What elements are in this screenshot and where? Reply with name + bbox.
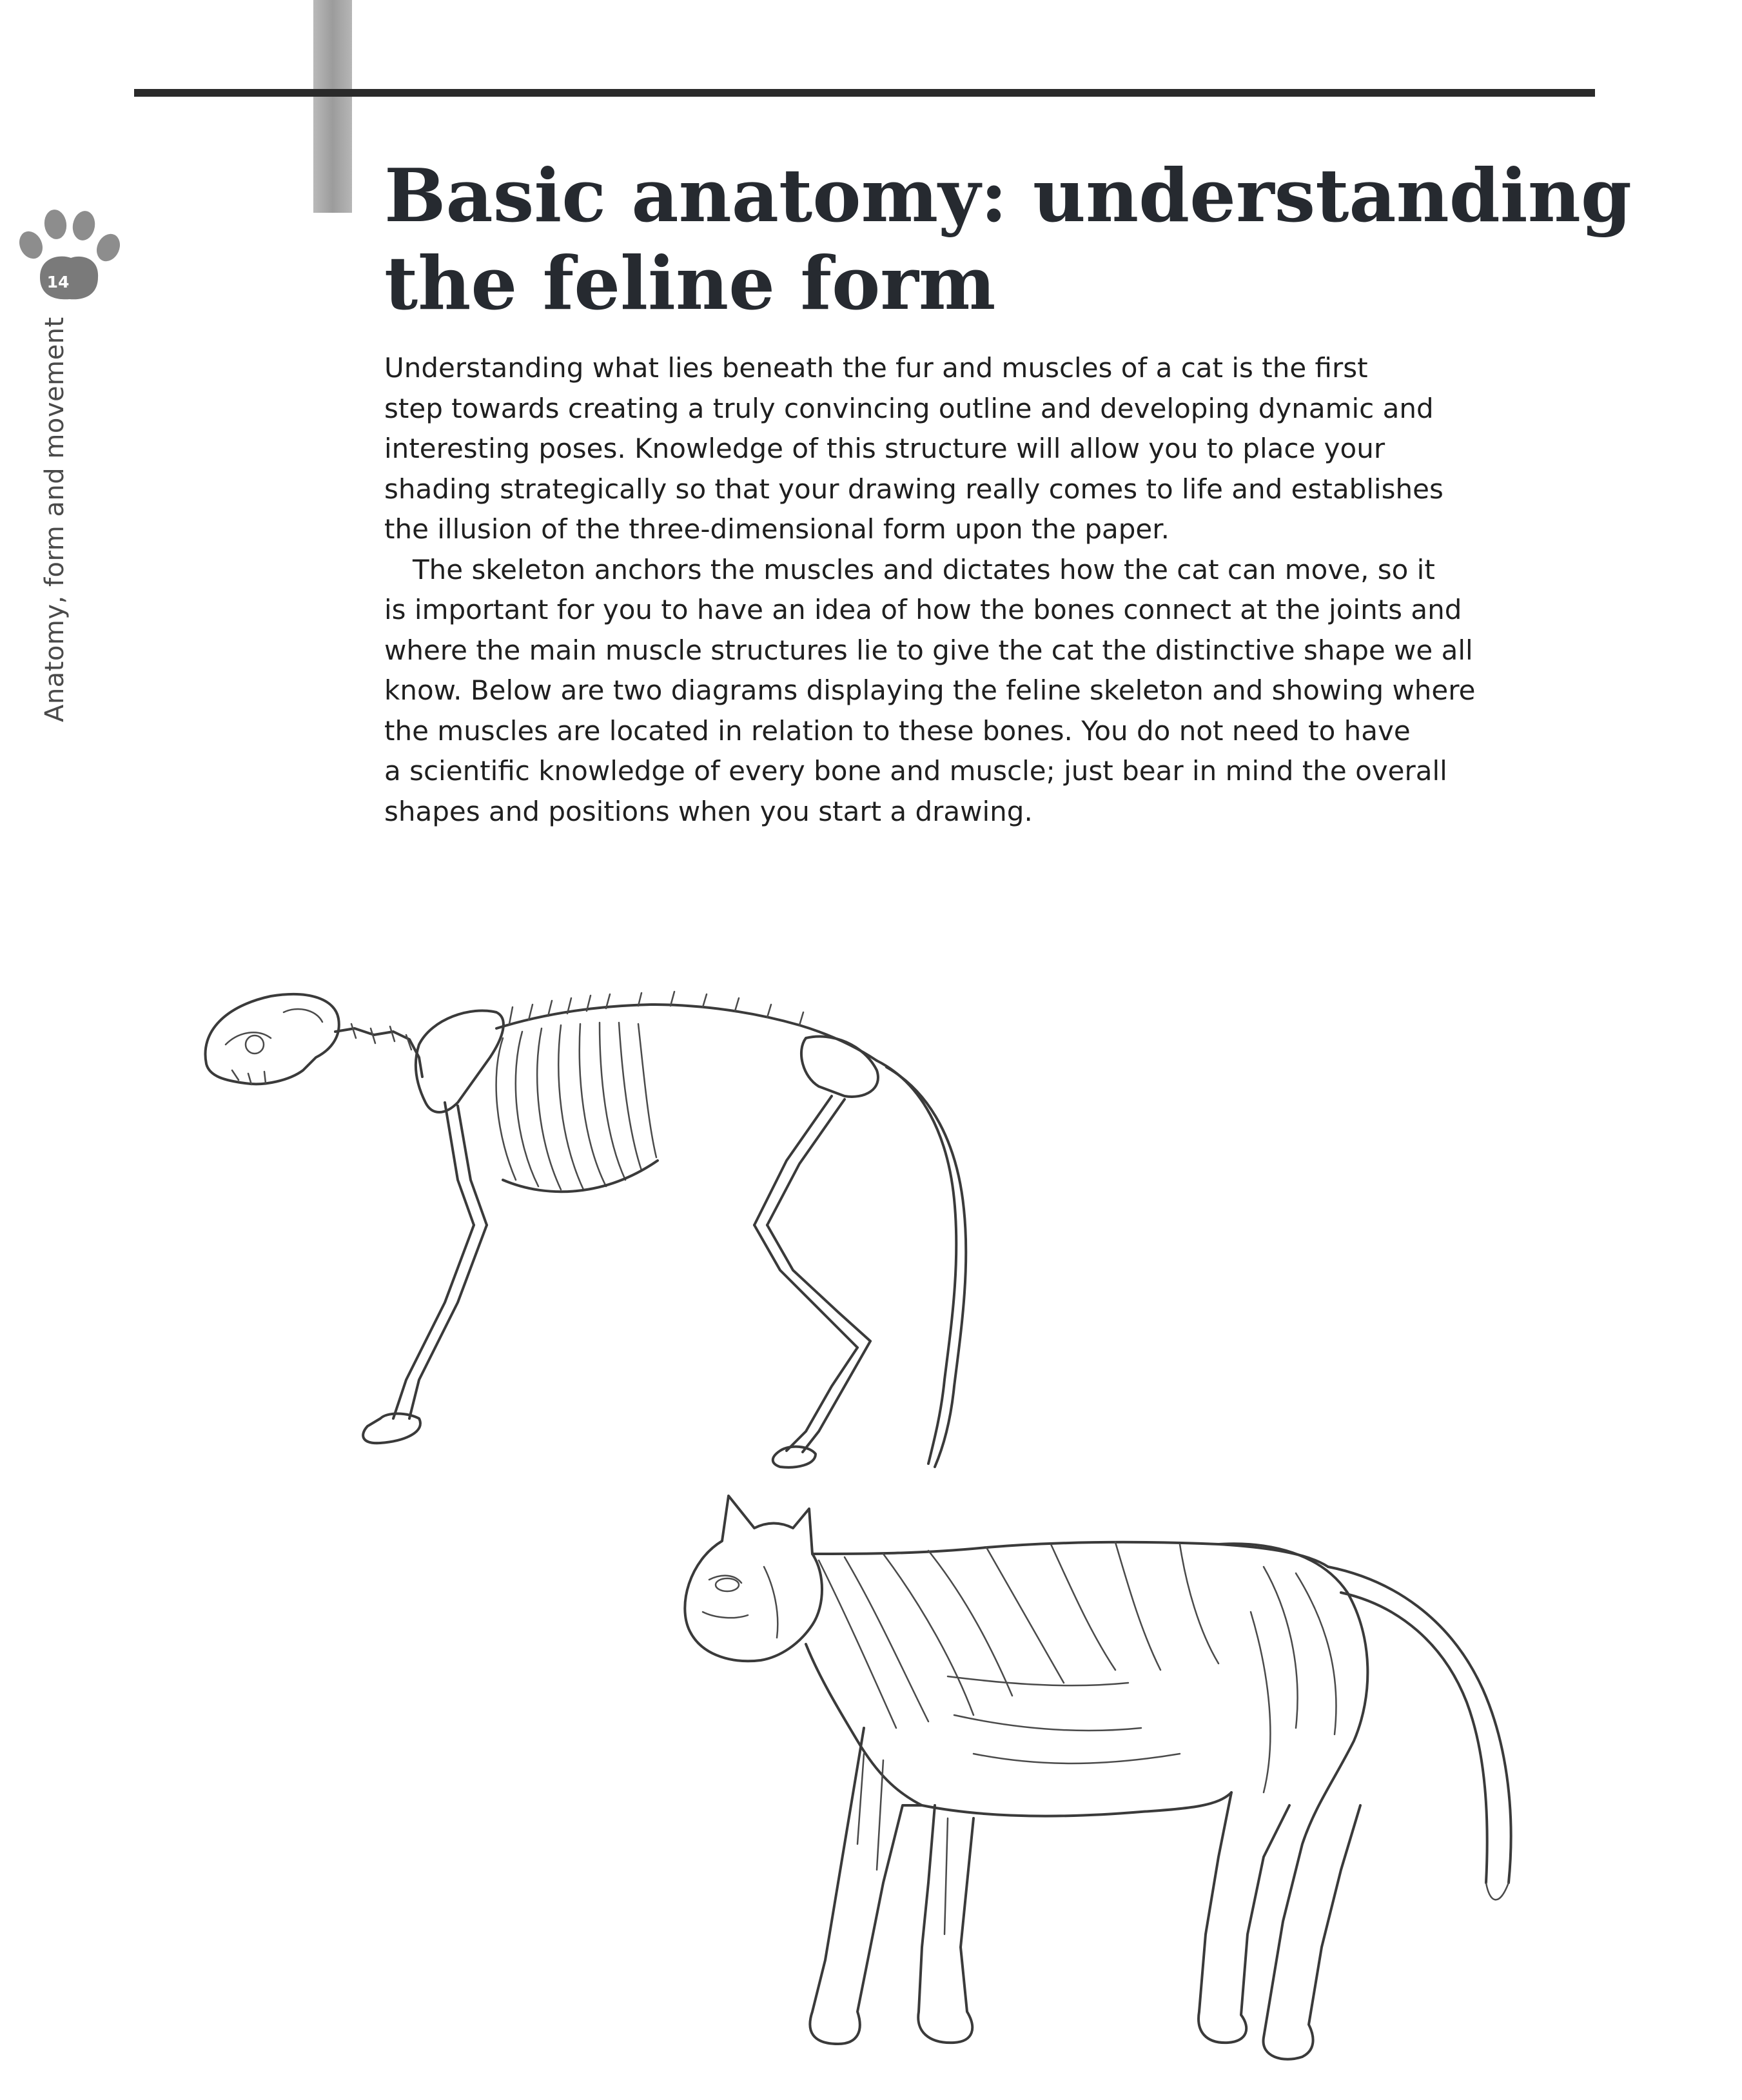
text-line: where the main muscle structures lie to give the cat the distinctive shape we all: [384, 634, 1473, 666]
text-line: step towards creating a truly convincing outline and developing dynamic and: [384, 392, 1434, 424]
text-line: The skeleton anchors the muscles and dictates how the cat can move, so it: [413, 553, 1435, 585]
text-line: the illusion of the three-dimensional form upon the paper.: [384, 513, 1169, 545]
text-line: know. Below are two diagrams displaying the feline skeleton and showing where: [384, 674, 1476, 706]
header-rule: [134, 89, 1595, 97]
paragraph-1: [384, 348, 1596, 550]
cat-muscle-drawing: [651, 1483, 1567, 2083]
title-line-1: Basic anatomy: understanding: [384, 153, 1632, 239]
text-line: interesting poses. Knowledge of this structure will allow you to place your: [384, 433, 1385, 464]
paragraph-2: [384, 550, 1596, 832]
page-title: [384, 152, 1641, 328]
text-line: a scientific knowledge of every bone and muscle; just bear in mind the overall: [384, 755, 1447, 787]
cat-skeleton-drawing: [187, 967, 1044, 1477]
paw-print-icon: [14, 205, 124, 315]
title-line-2: the feline form: [384, 240, 996, 326]
text-line: Understanding what lies beneath the fur and muscles of a cat is the first: [384, 352, 1368, 384]
text-line: the muscles are located in relation to these bones. You do not need to have: [384, 714, 1411, 747]
decorative-gray-band: [313, 0, 352, 213]
text-line: shapes and positions when you start a drawing.: [384, 795, 1033, 827]
text-line: shading strategically so that your drawing really comes to life and establishes: [384, 473, 1444, 505]
text-line: is important for you to have an idea of how the bones connect at the joints and: [384, 594, 1462, 625]
page-number: 14: [46, 273, 70, 291]
body-text: [384, 348, 1596, 832]
section-label: Anatomy, form and movement: [40, 317, 70, 722]
